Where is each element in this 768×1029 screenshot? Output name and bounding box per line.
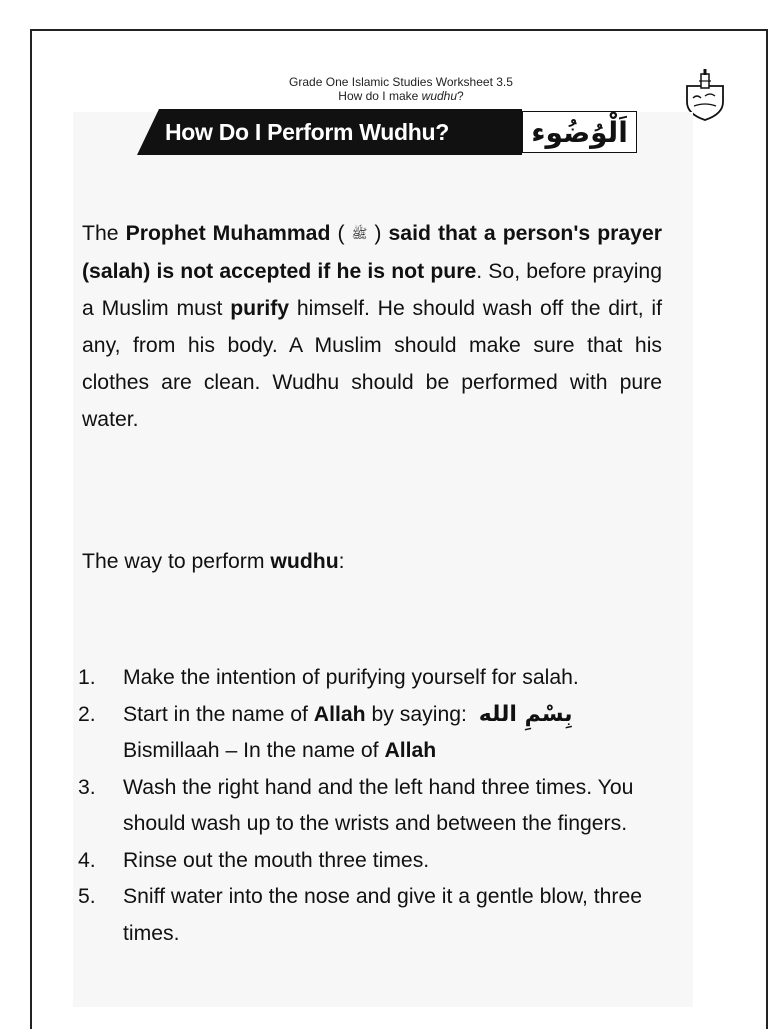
steps-list: [78, 660, 678, 952]
intro-text-5: himself. He should wash off the dirt, if any, from his body. A Muslim should make sure that his clothes are clean. Wudhu should be performed with pure water.: [82, 296, 662, 431]
subtitle-italic: wudhu: [421, 89, 458, 103]
intro-text-2: (: [330, 222, 352, 245]
intro-bold-purify: purify: [230, 296, 290, 320]
title-banner: [137, 109, 637, 155]
step-item: [78, 697, 678, 770]
intro-bold-prophet: Prophet Muhammad: [125, 222, 331, 245]
intro-bold-prayer: said that a person's prayer (salah) is not accepted if he is not pure: [82, 222, 662, 283]
step-bold-allah: Allah: [313, 702, 366, 726]
intro-paragraph: [82, 215, 662, 438]
intro-text-3: ): [367, 222, 389, 245]
step-number: 4.: [78, 848, 96, 872]
worksheet-title: Grade One Islamic Studies Worksheet 3.5: [289, 75, 513, 89]
step-text: by saying:: [365, 702, 473, 726]
page-title: How Do I Perform Wudhu?: [165, 119, 449, 145]
step-item: [78, 770, 678, 843]
way-heading: [82, 550, 345, 574]
step-item: [78, 660, 678, 697]
step-number: 2.: [78, 702, 96, 726]
step-number: 5.: [78, 885, 96, 908]
intro-text-4: . So, before praying a Muslim must: [82, 259, 662, 320]
step-number: 1.: [78, 666, 96, 689]
step-item: [78, 879, 678, 952]
intro-text-1: The: [82, 222, 126, 245]
way-bold: wudhu: [270, 550, 339, 573]
worksheet-subtitle: [32, 89, 768, 103]
step-text: Rinse out the mouth three times.: [123, 848, 430, 872]
step-item: [78, 843, 678, 880]
step-bold-allah: Allah: [384, 739, 437, 762]
step-text: Wash the right hand and the left hand three times. You should wash up to the wrists and between the fingers.: [123, 775, 634, 835]
step-text: Bismillaah – In the name of: [123, 739, 385, 762]
arabic-title: اَلْوُضُوء: [522, 111, 637, 153]
bismillah-arabic: بِسْمِ الله: [478, 701, 573, 727]
step-text: Sniff water into the nose and give it a gentle blow, three times.: [123, 885, 643, 945]
step-number: 3.: [78, 775, 96, 799]
pbuh-symbol: ﷺ: [351, 226, 368, 242]
way-text: The way to perform: [82, 550, 271, 573]
subtitle-suffix: ?: [457, 89, 464, 103]
worksheet-header: [32, 75, 768, 103]
way-suffix: :: [338, 550, 345, 573]
subtitle-text: How do I make: [338, 89, 422, 103]
step-text: Start in the name of: [123, 702, 314, 726]
step-text: Make the intention of purifying yourself for salah.: [123, 666, 579, 689]
